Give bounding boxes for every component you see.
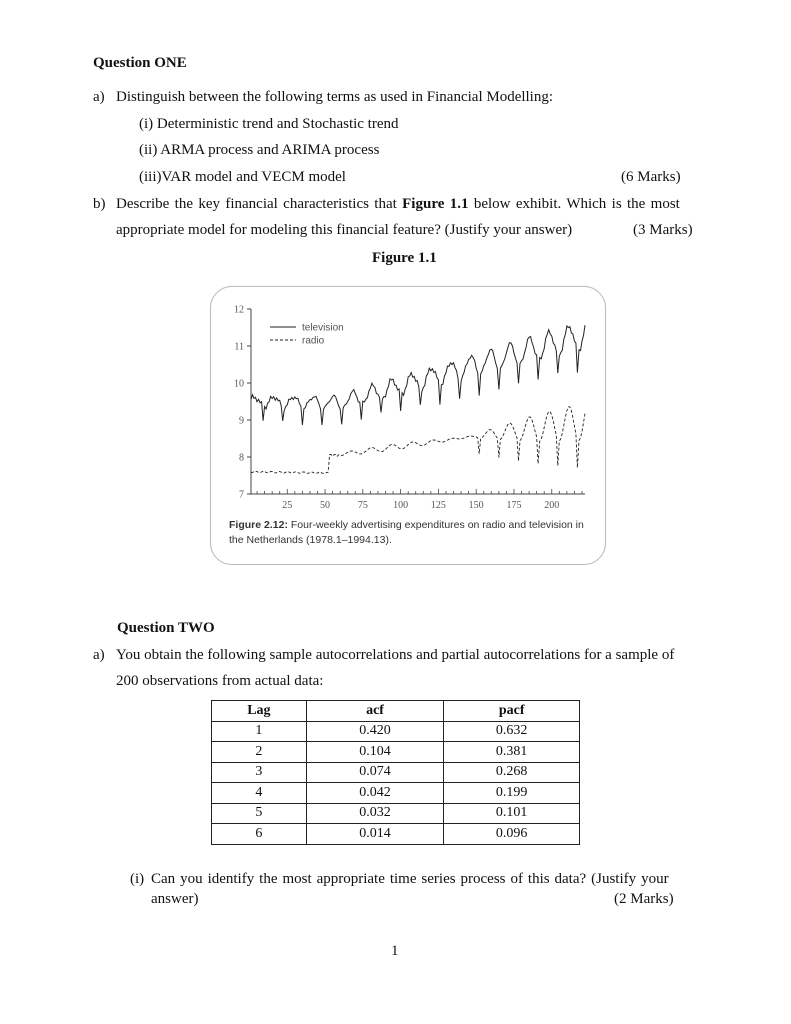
- q1-b-line2: appropriate model for modeling this financial feature? (Justify your answer): [116, 222, 573, 238]
- lag-cell: 3: [212, 762, 307, 783]
- acf-cell: 0.014: [306, 824, 444, 845]
- table-row: [212, 742, 580, 763]
- table-row: [212, 783, 580, 804]
- acf-cell: 0.032: [306, 803, 444, 824]
- y-tick-label: 7: [239, 489, 244, 501]
- lag-cell: 1: [212, 721, 307, 742]
- header-pacf: pacf: [444, 701, 580, 722]
- acf-cell: 0.104: [306, 742, 444, 763]
- q1-a-label: a): [93, 89, 105, 105]
- acf-table: [211, 700, 580, 845]
- acf-cell: 0.042: [306, 783, 444, 804]
- y-tick-label: 12: [234, 304, 244, 316]
- page-number: 1: [391, 943, 399, 959]
- table-row: [212, 762, 580, 783]
- pacf-cell: 0.096: [444, 824, 580, 845]
- x-tick-label: 50: [320, 500, 331, 511]
- pacf-cell: 0.381: [444, 742, 580, 763]
- pacf-cell: 0.199: [444, 783, 580, 804]
- acf-cell: 0.420: [306, 721, 444, 742]
- table-header-row: [212, 701, 580, 722]
- y-tick-label: 10: [234, 378, 244, 390]
- y-tick-label: 8: [239, 452, 244, 464]
- figure-caption-text: Four-weekly advertising expenditures on radio and television in the Netherlands (1978.1–1994.13).: [229, 519, 584, 546]
- header-acf: acf: [306, 701, 444, 722]
- question-one-title: Question ONE: [93, 55, 187, 71]
- q1-a-item-2: (ii) ARMA process and ARIMA process: [139, 142, 380, 158]
- q1-b-line1-pre: Describe the key financial characteristics that: [116, 196, 403, 212]
- table-row: [212, 803, 580, 824]
- x-tick-label: 100: [393, 500, 409, 511]
- legend-radio-label: radio: [302, 335, 325, 347]
- y-tick-label: 11: [234, 341, 244, 353]
- q2-i-line2: answer): [151, 891, 199, 907]
- q1-b-line1: [116, 196, 680, 213]
- q2-i-marks: (2 Marks): [614, 891, 674, 907]
- q1-a-marks: (6 Marks): [621, 169, 681, 185]
- figure-caption-label: Figure 2.12:: [229, 519, 288, 531]
- table-row: [212, 721, 580, 742]
- x-tick-label: 125: [430, 500, 446, 511]
- q1-b-marks: (3 Marks): [633, 222, 693, 238]
- chart-legend: [270, 323, 344, 347]
- figure-caption: [229, 518, 599, 548]
- q1-b-line1-post: below exhibit. Which is the most: [468, 196, 680, 212]
- chart-series: [251, 322, 585, 473]
- legend-television-label: television: [302, 322, 344, 334]
- q2-i-line1: Can you identify the most appropriate time series process of this data? (Justify your: [151, 871, 669, 887]
- series-radio-line: [251, 407, 585, 474]
- x-tick-label: 75: [357, 500, 368, 511]
- x-tick-label: 25: [282, 500, 293, 511]
- x-tick-label: 175: [506, 500, 522, 511]
- chart-ticks: [234, 305, 582, 512]
- q2-a-line2: 200 observations from actual data:: [116, 673, 324, 689]
- figure-title: Figure 1.1: [372, 250, 437, 266]
- q2-a-label: a): [93, 647, 105, 663]
- table-body: [212, 721, 580, 844]
- lag-cell: 4: [212, 783, 307, 804]
- x-tick-label: 150: [468, 500, 484, 511]
- acf-cell: 0.074: [306, 762, 444, 783]
- lag-cell: 6: [212, 824, 307, 845]
- q1-a-item-3: (iii)VAR model and VECM model: [139, 169, 346, 185]
- header-lag: Lag: [212, 701, 307, 722]
- pacf-cell: 0.268: [444, 762, 580, 783]
- figure-card: [210, 286, 606, 565]
- question-two-title: Question TWO: [117, 620, 215, 636]
- table-row: [212, 824, 580, 845]
- x-tick-label: 200: [544, 500, 560, 511]
- q1-b-label: b): [93, 196, 106, 212]
- lag-cell: 5: [212, 803, 307, 824]
- q2-a-line1: You obtain the following sample autocorrelations and partial autocorrelations for a sample of: [116, 647, 675, 663]
- q1-a-text: Distinguish between the following terms as used in Financial Modelling:: [116, 89, 554, 105]
- y-tick-label: 9: [239, 415, 244, 427]
- q2-i-label: (i): [130, 871, 145, 887]
- pacf-cell: 0.101: [444, 803, 580, 824]
- lag-cell: 2: [212, 742, 307, 763]
- q1-a-item-1: (i) Deterministic trend and Stochastic trend: [139, 116, 399, 132]
- figure-reference: Figure 1.1: [402, 196, 469, 212]
- pacf-cell: 0.632: [444, 721, 580, 742]
